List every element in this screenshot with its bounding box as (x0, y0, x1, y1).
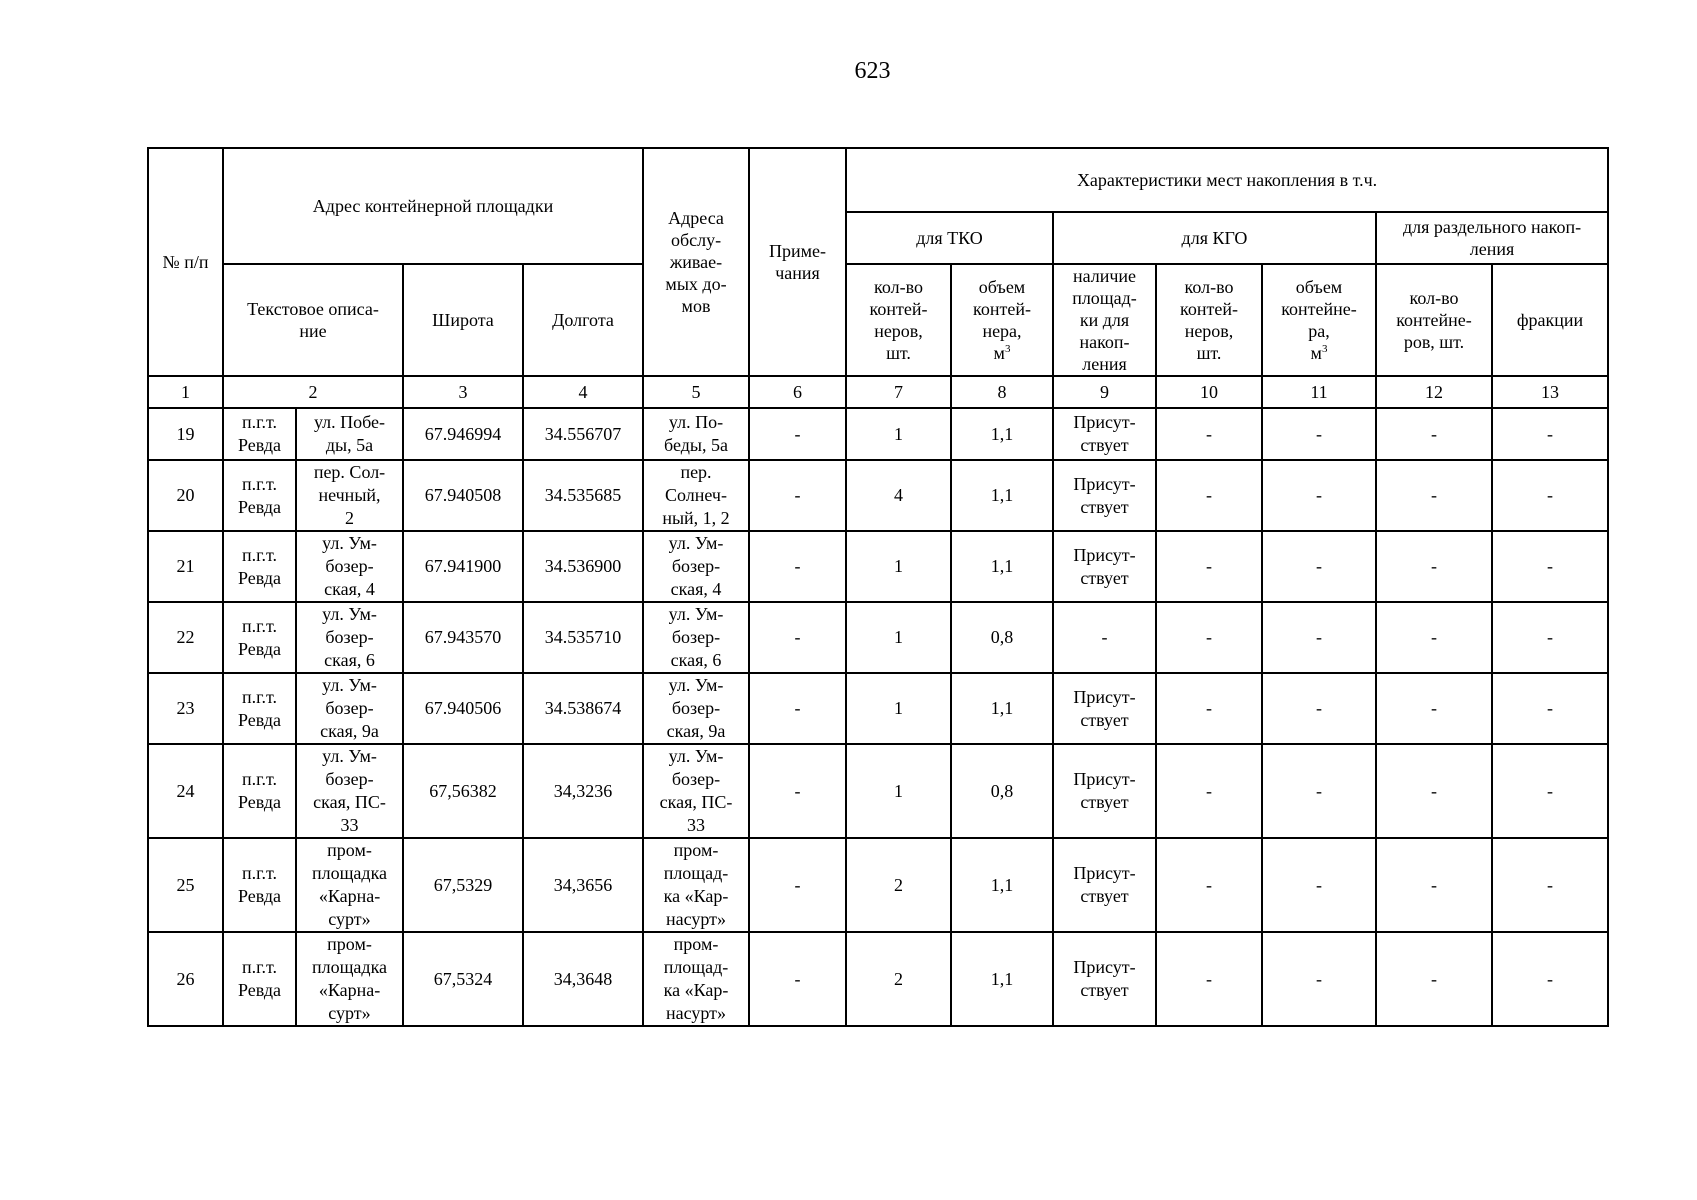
column-number-cell: 10 (1156, 376, 1262, 408)
kgo-count-cell: - (1156, 460, 1262, 531)
tko-count-cell: 1 (846, 744, 951, 838)
note-cell: - (749, 531, 846, 602)
header-tko-volume: объем контей- нера, $м^3$ (951, 264, 1053, 376)
latitude-cell: 67,5329 (403, 838, 523, 932)
street-cell: ул. Ум- бозер- ская, 9а (296, 673, 403, 744)
kgo-count-cell: - (1156, 531, 1262, 602)
sep-fractions-cell: - (1492, 838, 1608, 932)
longitude-cell: 34,3648 (523, 932, 643, 1026)
header-sep-fractions: фракции (1492, 264, 1608, 376)
column-number-cell: 2 (223, 376, 403, 408)
note-cell: - (749, 408, 846, 460)
header-sep-count: кол-во контейне- ров, шт. (1376, 264, 1492, 376)
kgo-volume-cell: - (1262, 531, 1376, 602)
column-number-cell: 4 (523, 376, 643, 408)
kgo-count-cell: - (1156, 602, 1262, 673)
served-address-cell: ул. Ум- бозер- ская, 9а (643, 673, 749, 744)
street-cell: пром- площадка «Карна- сурт» (296, 932, 403, 1026)
latitude-cell: 67.943570 (403, 602, 523, 673)
row-number: 21 (148, 531, 223, 602)
row-number: 19 (148, 408, 223, 460)
latitude-cell: 67,56382 (403, 744, 523, 838)
longitude-cell: 34.535710 (523, 602, 643, 673)
sep-count-cell: - (1376, 531, 1492, 602)
latitude-cell: 67,5324 (403, 932, 523, 1026)
tko-volume-cell: 1,1 (951, 932, 1053, 1026)
header-num: № п/п (148, 148, 223, 376)
note-cell: - (749, 744, 846, 838)
tko-count-cell: 1 (846, 602, 951, 673)
kgo-volume-cell: - (1262, 838, 1376, 932)
column-number-cell: 11 (1262, 376, 1376, 408)
street-cell: ул. Ум- бозер- ская, 6 (296, 602, 403, 673)
latitude-cell: 67.940508 (403, 460, 523, 531)
sep-count-cell: - (1376, 673, 1492, 744)
longitude-cell: 34.535685 (523, 460, 643, 531)
column-number-cell: 1 (148, 376, 223, 408)
container-sites-table (147, 147, 1609, 1027)
header-text-description: Текстовое описа- ние (223, 264, 403, 376)
served-address-cell: ул. По- беды, 5а (643, 408, 749, 460)
row-number: 24 (148, 744, 223, 838)
settlement-cell: п.г.т. Ревда (223, 932, 296, 1026)
settlement-cell: п.г.т. Ревда (223, 408, 296, 460)
kgo-count-cell: - (1156, 744, 1262, 838)
sep-fractions-cell: - (1492, 744, 1608, 838)
kgo-count-cell: - (1156, 932, 1262, 1026)
row-number: 22 (148, 602, 223, 673)
header-latitude: Широта (403, 264, 523, 376)
kgo-count-cell: - (1156, 838, 1262, 932)
sep-count-cell: - (1376, 838, 1492, 932)
longitude-cell: 34.556707 (523, 408, 643, 460)
header-served-addresses: Адреса обслу- живае- мых до- мов (643, 148, 749, 376)
table-row (148, 531, 1608, 602)
served-address-cell: пер. Солнеч- ный, 1, 2 (643, 460, 749, 531)
table-row (148, 744, 1608, 838)
header-separate: для раздельного накоп- ления (1376, 212, 1608, 264)
tko-volume-cell: 1,1 (951, 460, 1053, 531)
longitude-cell: 34.536900 (523, 531, 643, 602)
table-row (148, 673, 1608, 744)
latitude-cell: 67.940506 (403, 673, 523, 744)
column-number-cell: 3 (403, 376, 523, 408)
column-number-row (148, 376, 1608, 408)
street-cell: ул. Ум- бозер- ская, ПС- 33 (296, 744, 403, 838)
kgo-presence-cell: Присут- ствует (1053, 744, 1156, 838)
latitude-cell: 67.941900 (403, 531, 523, 602)
kgo-presence-cell: Присут- ствует (1053, 673, 1156, 744)
kgo-volume-cell: - (1262, 932, 1376, 1026)
kgo-volume-cell: - (1262, 673, 1376, 744)
table-row (148, 602, 1608, 673)
settlement-cell: п.г.т. Ревда (223, 673, 296, 744)
kgo-volume-cell: - (1262, 744, 1376, 838)
table-row (148, 932, 1608, 1026)
header-address-group: Адрес контейнерной площадки (223, 148, 643, 264)
served-address-cell: пром- площад- ка «Кар- насурт» (643, 838, 749, 932)
served-address-cell: ул. Ум- бозер- ская, ПС- 33 (643, 744, 749, 838)
settlement-cell: п.г.т. Ревда (223, 744, 296, 838)
tko-count-cell: 1 (846, 673, 951, 744)
latitude-cell: 67.946994 (403, 408, 523, 460)
kgo-presence-cell: Присут- ствует (1053, 531, 1156, 602)
served-address-cell: пром- площад- ка «Кар- насурт» (643, 932, 749, 1026)
longitude-cell: 34,3236 (523, 744, 643, 838)
street-cell: ул. Побе- ды, 5а (296, 408, 403, 460)
row-number: 25 (148, 838, 223, 932)
page-number: 623 (854, 58, 891, 84)
kgo-presence-cell: Присут- ствует (1053, 408, 1156, 460)
note-cell: - (749, 932, 846, 1026)
served-address-cell: ул. Ум- бозер- ская, 6 (643, 602, 749, 673)
table-row (148, 408, 1608, 460)
tko-count-cell: 1 (846, 408, 951, 460)
header-tko: для ТКО (846, 212, 1053, 264)
column-number-cell: 8 (951, 376, 1053, 408)
sep-fractions-cell: - (1492, 673, 1608, 744)
tko-count-cell: 2 (846, 838, 951, 932)
sep-fractions-cell: - (1492, 460, 1608, 531)
note-cell: - (749, 838, 846, 932)
tko-volume-cell: 1,1 (951, 531, 1053, 602)
note-cell: - (749, 460, 846, 531)
table-row (148, 838, 1608, 932)
column-number-cell: 13 (1492, 376, 1608, 408)
sep-count-cell: - (1376, 602, 1492, 673)
table-body (148, 408, 1608, 1026)
sep-count-cell: - (1376, 408, 1492, 460)
header-kgo-volume: объем контейне- ра, $м^3$ (1262, 264, 1376, 376)
tko-count-cell: 1 (846, 531, 951, 602)
column-number-cell: 9 (1053, 376, 1156, 408)
tko-count-cell: 4 (846, 460, 951, 531)
row-number: 23 (148, 673, 223, 744)
sep-count-cell: - (1376, 460, 1492, 531)
column-number-cell: 6 (749, 376, 846, 408)
row-number: 26 (148, 932, 223, 1026)
served-address-cell: ул. Ум- бозер- ская, 4 (643, 531, 749, 602)
row-number: 20 (148, 460, 223, 531)
street-cell: пер. Сол- нечный, 2 (296, 460, 403, 531)
note-cell: - (749, 673, 846, 744)
kgo-volume-cell: - (1262, 602, 1376, 673)
kgo-volume-cell: - (1262, 460, 1376, 531)
kgo-count-cell: - (1156, 673, 1262, 744)
street-cell: пром- площадка «Карна- сурт» (296, 838, 403, 932)
settlement-cell: п.г.т. Ревда (223, 531, 296, 602)
kgo-volume-cell: - (1262, 408, 1376, 460)
sep-fractions-cell: - (1492, 602, 1608, 673)
longitude-cell: 34,3656 (523, 838, 643, 932)
sep-count-cell: - (1376, 744, 1492, 838)
sep-fractions-cell: - (1492, 408, 1608, 460)
settlement-cell: п.г.т. Ревда (223, 460, 296, 531)
header-kgo-count: кол-во контей- неров, шт. (1156, 264, 1262, 376)
column-number-cell: 12 (1376, 376, 1492, 408)
settlement-cell: п.г.т. Ревда (223, 838, 296, 932)
tko-volume-cell: 0,8 (951, 744, 1053, 838)
note-cell: - (749, 602, 846, 673)
header-kgo: для КГО (1053, 212, 1376, 264)
sep-fractions-cell: - (1492, 932, 1608, 1026)
table-row (148, 460, 1608, 531)
sep-count-cell: - (1376, 932, 1492, 1026)
longitude-cell: 34.538674 (523, 673, 643, 744)
kgo-presence-cell: Присут- ствует (1053, 838, 1156, 932)
header-longitude: Долгота (523, 264, 643, 376)
column-number-cell: 7 (846, 376, 951, 408)
tko-volume-cell: 1,1 (951, 408, 1053, 460)
header-tko-count: кол-во контей- неров, шт. (846, 264, 951, 376)
cube-superscript: 3 (1321, 343, 1328, 355)
kgo-presence-cell: - (1053, 602, 1156, 673)
kgo-count-cell: - (1156, 408, 1262, 460)
tko-volume-cell: 1,1 (951, 838, 1053, 932)
tko-count-cell: 2 (846, 932, 951, 1026)
header-kgo-presence: наличие площад- ки для накоп- ления (1053, 264, 1156, 376)
column-number-cell: 5 (643, 376, 749, 408)
kgo-presence-cell: Присут- ствует (1053, 932, 1156, 1026)
settlement-cell: п.г.т. Ревда (223, 602, 296, 673)
sep-fractions-cell: - (1492, 531, 1608, 602)
street-cell: ул. Ум- бозер- ская, 4 (296, 531, 403, 602)
tko-volume-cell: 0,8 (951, 602, 1053, 673)
cube-superscript: 3 (1004, 343, 1011, 355)
kgo-presence-cell: Присут- ствует (1053, 460, 1156, 531)
header-notes: Приме- чания (749, 148, 846, 376)
tko-volume-cell: 1,1 (951, 673, 1053, 744)
header-characteristics: Характеристики мест накопления в т.ч. (846, 148, 1608, 212)
